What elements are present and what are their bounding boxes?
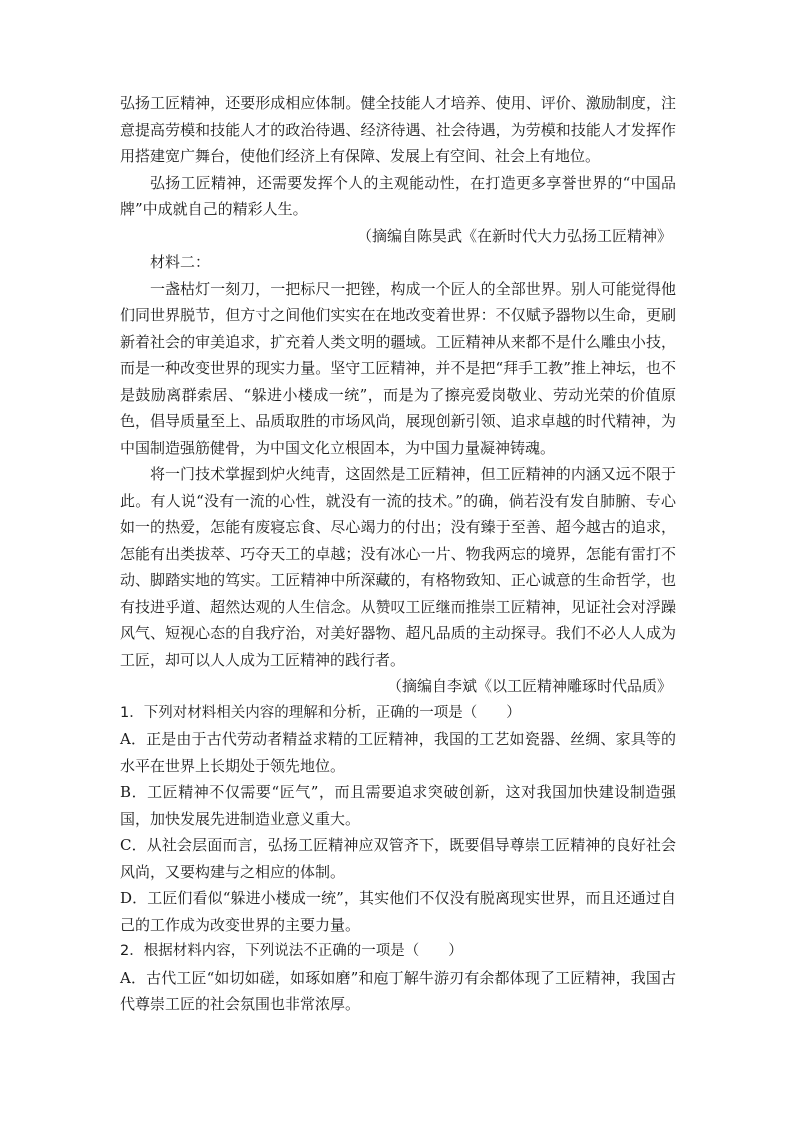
paragraph-craftsman-spirit: 将一门技术掌握到炉火纯青，这固然是工匠精神，但工匠精神的内涵又远不限于此。有人说“没有一流的心性，就没有一流的技术。”的确，倘若没有发自肺腑、专心如一的热爱，怎能有废寝忘食、尽心竭力的付出；没有臻于至善、超今越古的追求，怎能有出类拔萃、巧夺天工的卓越；没有冰心一片、物我两忘的境界，怎能有雷打不动、脚踏实地的笃实。工匠精神中所深藏的，有格物致知、正心诚意的生命哲学，也有技进乎道、超然达观的人生信念。从赞叹工匠继而推崇工匠精神，见证社会对浮躁风气、短视心态的自我疗治，对美好器物、超凡品质的主动探寻。我们不必人人成为工匠，却可以人人成为工匠精神的践行者。 [120, 465, 676, 669]
question-1-option-d: D．工匠们看似“躲进小楼成一统”，其实他们不仅没有脱离现实世界，而且还通过自己的工作成为改变世界的主要力量。 [120, 889, 676, 934]
material-two-label: 材料二： [150, 253, 211, 271]
document-content [120, 90, 676, 1018]
source-citation-2: （摘编自李斌《以工匠精神雕琢时代品质》 [386, 677, 672, 695]
question-2-stem: 2．根据材料内容，下列说法不正确的一项是（ ） [120, 943, 463, 959]
question-1-stem: 1．下列对材料相关内容的理解和分析，正确的一项是（ ） [120, 704, 521, 721]
paragraph-initiative: 弘扬工匠精神，还需要发挥个人的主观能动性，在打造更多享誉世界的“中国品牌”中成就自己的精彩人生。 [120, 173, 676, 218]
paragraph-craftsman-world: 一盏枯灯一刻刀，一把标尺一把锉，构成一个匠人的全部世界。别人可能觉得他们同世界脱节，但方寸之间他们实实在在地改变着世界：不仅赋予器物以生命，更刷新着社会的审美追求，扩充着人类文明的疆域。工匠精神从来都不是什么雕虫小技，而是一种改变世界的现实力量。坚守工匠精神，并不是把“拜手工教”推上神坛，也不是鼓励离群索居、“躲进小楼成一统”，而是为了擦亮爱岗敬业、劳动光荣的价值原色，倡导质量至上、品质取胜的市场风尚，展现创新引领、追求卓越的时代精神，为中国制造强筋健骨，为中国文化立根固本，为中国力量凝神铸魂。 [120, 279, 676, 457]
question-1-option-c: C．从社会层面而言，弘扬工匠精神应双管齐下，既要倡导尊崇工匠精神的良好社会风尚，又要构建与之相应的体制。 [120, 836, 676, 881]
question-1-option-b: B．工匠精神不仅需要“匠气”，而且需要追求突破创新，这对我国加快建设制造强国，加快发展先进制造业意义重大。 [120, 783, 676, 828]
paragraph-system: 弘扬工匠精神，还要形成相应体制。健全技能人才培养、使用、评价、激励制度，注意提高劳模和技能人才的政治待遇、经济待遇、社会待遇，为劳模和技能人才发挥作用搭建宽广舞台，使他们经济上有保障、发展上有空间、社会上有地位。 [120, 94, 676, 165]
question-2-option-a: A．古代工匠“如切如磋，如琢如磨”和庖丁解牛游刃有余都体现了工匠精神，我国古代尊崇工匠的社会氛围也非常浓厚。 [120, 968, 676, 1013]
question-1-option-a: A．正是由于古代劳动者精益求精的工匠精神，我国的工艺如瓷器、丝绸、家具等的水平在世界上长期处于领先地位。 [120, 730, 676, 775]
source-citation-1: （摘编自陈昊武《在新时代大力弘扬工匠精神》 [356, 226, 672, 245]
